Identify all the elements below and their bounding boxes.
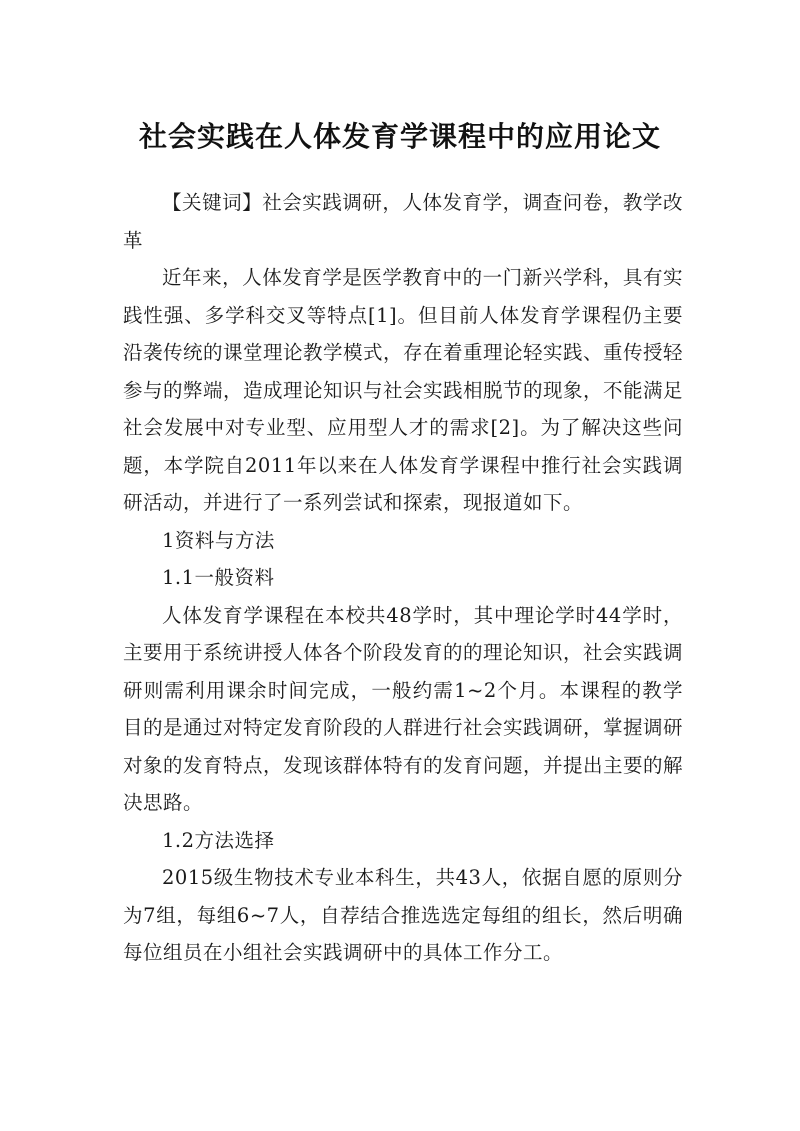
section-1-1-heading: 1.1一般资料 (162, 566, 275, 589)
document-body (123, 184, 683, 972)
section-1-2-paragraph: 2015级生物技术专业本科生，共43人，依据自愿的原则分为7组，每组6~7人，自荐结合推选选定每组的组长，然后明确每位组员在小组社会实践调研中的具体工作分工。 (123, 866, 683, 964)
document-title: 社会实践在人体发育学课程中的应用论文 (138, 119, 661, 153)
section-1-1-paragraph: 人体发育学课程在本校共48学时，其中理论学时44学时，主要用于系统讲授人体各个阶段发育的的理论知识，社会实践调研则需利用课余时间完成，一般约需1~2个月。本课程的教学目的是通过对特定发育阶段的人群进行社会实践调研，掌握调研对象的发育特点，发现该群体特有的发育问题，并提出主要的解决思路。 (123, 603, 684, 814)
section-1-2-heading: 1.2方法选择 (162, 828, 275, 852)
intro-paragraph: 近年来，人体发育学是医学教育中的一门新兴学科，具有实践性强、多学科交叉等特点[1]。但目前人体发育学课程仍主要沿袭传统的课堂理论教学模式，存在着重理论轻实践、重传授轻参与的弊端，造成理论知识与社会实践相脱节的现象，不能满足社会发展中对专业型、应用型人才的需求[2]。为了解决这些问题，本学院自2011年以来在人体发育学课程中推行社会实践调研活动，并进行了一系列尝试和探索，现报道如下。 (123, 266, 684, 514)
section-1-heading: 1资料与方法 (162, 528, 275, 552)
keywords-paragraph: 【关键词】社会实践调研，人体发育学，调查问卷，教学改革 (123, 191, 683, 252)
